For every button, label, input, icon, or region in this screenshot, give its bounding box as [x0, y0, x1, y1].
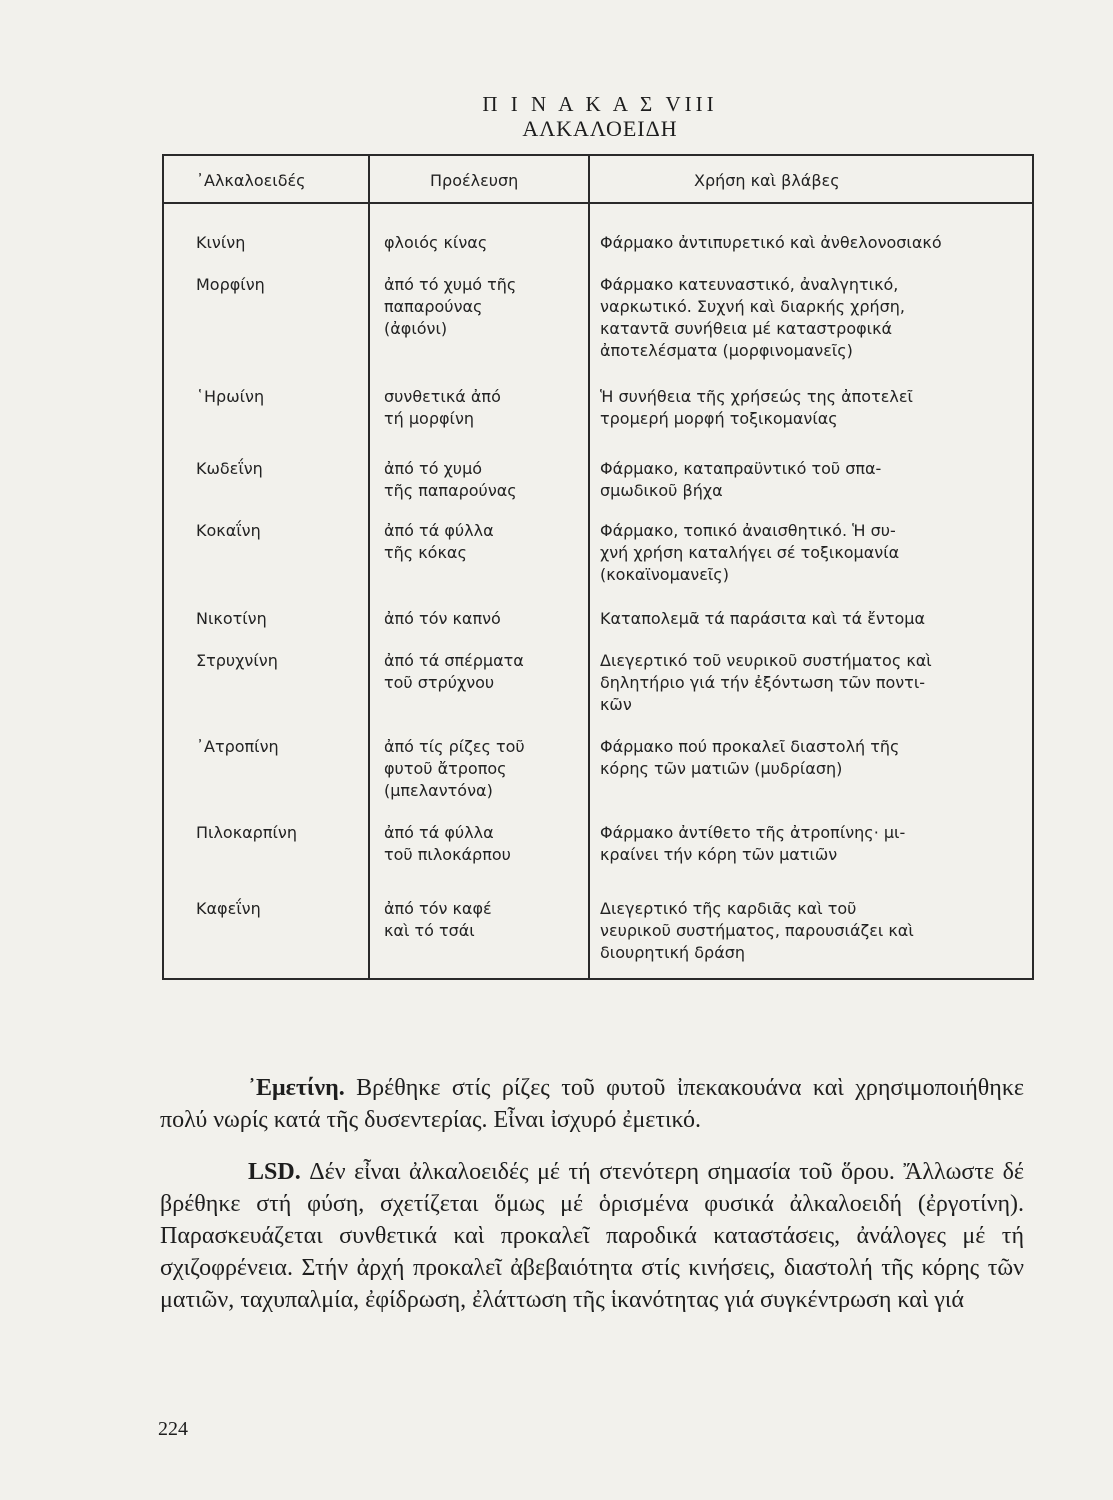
alkaloid-name: Νικοτίνη [196, 609, 267, 628]
use-line: Διεγερτικό τῆς καρδιᾶς καὶ τοῦ [600, 899, 857, 918]
paragraph-emetine [160, 1072, 1024, 1136]
column-divider [368, 156, 370, 978]
use-line: χνή χρήση καταλήγει σέ τοξικομανία [600, 543, 900, 562]
alkaloid-name: Κωδεΐνη [196, 459, 263, 478]
source-line: ἀπό τό χυμό [384, 459, 483, 478]
page-number: 224 [158, 1418, 188, 1440]
source-line: συνθετικά ἀπό [384, 387, 501, 406]
alkaloid-use [600, 274, 905, 362]
use-line: Φάρμακο, τοπικό ἀναισθητικό. Ἡ συ- [600, 521, 896, 540]
alkaloid-source [384, 232, 487, 254]
source-line: ἀπό τά φύλλα [384, 823, 494, 842]
paragraph-lead: ᾿Εμετίνη. [248, 1075, 345, 1101]
use-line: Ἡ συνήθεια τῆς χρήσεώς της ἀποτελεῖ [600, 387, 913, 406]
alkaloid-source [384, 650, 524, 694]
alkaloid-name: Στρυχνίνη [196, 651, 278, 670]
paragraph-lead: LSD. [248, 1159, 301, 1185]
alkaloid-source [384, 458, 517, 502]
alkaloid-name: Κοκαΐνη [196, 521, 261, 540]
use-line: διουρητική δράση [600, 943, 746, 962]
source-line: ἀπό τά σπέρματα [384, 651, 524, 670]
alkaloid-use [600, 386, 913, 430]
source-line: τῆς παπαρούνας [384, 481, 517, 500]
use-line: Διεγερτικό τοῦ νευρικοῦ συστήματος καὶ [600, 651, 932, 670]
use-line: Φάρμακο ἀντιπυρετικό καὶ ἀνθελονοσιακό [600, 233, 942, 252]
alkaloid-name: ᾿Ατροπίνη [196, 737, 279, 756]
use-line: καταντᾶ συνήθεια μέ καταστροφικά [600, 319, 893, 338]
source-line: τῆς κόκας [384, 543, 467, 562]
alkaloid-name: ῾Ηρωίνη [196, 387, 265, 406]
header-use: Χρήση καὶ βλάβες [694, 171, 840, 190]
alkaloid-source [384, 520, 494, 564]
header-divider [164, 202, 1032, 204]
source-line: τοῦ πιλοκάρπου [384, 845, 511, 864]
source-line: ἀπό τό χυμό τῆς [384, 275, 517, 294]
column-divider [588, 156, 590, 978]
source-line: ἀπό τίς ρίζες τοῦ [384, 737, 525, 756]
use-line: Φάρμακο ἀντίθετο τῆς ἀτροπίνης· μι- [600, 823, 906, 842]
source-line: (ἀφιόνι) [384, 319, 448, 338]
source-line: φλοιός κίνας [384, 233, 488, 252]
alkaloid-use [600, 608, 925, 630]
alkaloid-source [384, 608, 501, 630]
paragraph-lsd [160, 1156, 1024, 1316]
use-line: τρομερή μορφή τοξικομανίας [600, 409, 838, 428]
header-source: Προέλευση [430, 171, 519, 190]
table-title: ΑΛΚΑΛΟΕΙΔΗ [522, 116, 678, 141]
use-line: Φάρμακο κατευναστικό, ἀναλγητικό, [600, 275, 899, 294]
alkaloid-name: Μορφίνη [196, 275, 265, 294]
alkaloid-source [384, 274, 516, 340]
use-line: κῶν [600, 695, 632, 714]
use-line: Καταπολεμᾶ τά παράσιτα καὶ τά ἔντομα [600, 609, 926, 628]
paragraph-text: Βρέθηκε στίς ρίζες τοῦ φυτοῦ ἰπεκακουάνα καὶ χρησιμοποιήθηκε πολύ νωρίς κατά τῆς δυσεντερίας. Εἶναι ἰσχυρό ἐμετικό. [160, 1075, 1024, 1133]
alkaloid-source [384, 386, 501, 430]
use-line: ναρκωτικό. Συχνή καὶ διαρκής χρήση, [600, 297, 906, 316]
alkaloid-use [600, 822, 905, 866]
use-line: Φάρμακο πού προκαλεῖ διαστολή τῆς [600, 737, 900, 756]
source-line: καὶ τό τσάι [384, 921, 475, 940]
source-line: ἀπό τόν καπνό [384, 609, 501, 628]
source-line: ἀπό τά φύλλα [384, 521, 494, 540]
source-line: τοῦ στρύχνου [384, 673, 495, 692]
alkaloid-source [384, 822, 511, 866]
use-line: σμωδικοῦ βήχα [600, 481, 723, 500]
alkaloid-use [600, 736, 899, 780]
alkaloid-source [384, 898, 492, 942]
alkaloid-use [600, 520, 899, 586]
alkaloid-use [600, 898, 914, 964]
alkaloid-use [600, 232, 942, 254]
table-caption: Π Ι Ν Α Κ Α Σ VIII [482, 92, 718, 116]
source-line: παπαρούνας [384, 297, 483, 316]
alkaloid-name: Κινίνη [196, 233, 246, 252]
use-line: νευρικοῦ συστήματος, παρουσιάζει καὶ [600, 921, 914, 940]
paragraph-text: Δέν εἶναι ἀλκαλοειδές μέ τή στενότερη σημασία τοῦ ὅρου. Ἄλλωστε δέ βρέθηκε στή φύση, σχετίζεται ὅμως μέ ὁρισμένα φυσικά ἀλκαλοειδή (ἐργοτίνη). Παρασκευάζεται συνθετικά καὶ προκαλεῖ παροδικά καταστάσεις, ἀνάλογες μέ τή σχιζοφρένεια. Στήν ἀρχή προκαλεῖ ἀβεβαιότητα στίς κινήσεις, διαστολή τῆς κόρης τῶν ματιῶν, ταχυπαλμία, ἐφίδρωση, ἐλάττωση τῆς ἱκανότητας γιά συγκέντρωση καὶ γιά [160, 1159, 1024, 1313]
use-line: Φάρμακο, καταπραϋντικό τοῦ σπα- [600, 459, 882, 478]
source-line: ἀπό τόν καφέ [384, 899, 492, 918]
use-line: δηλητήριο γιά τήν ἐξόντωση τῶν ποντι- [600, 673, 925, 692]
header-alkaloid: ᾿Αλκαλοειδές [196, 171, 306, 190]
alkaloid-use [600, 650, 932, 716]
source-line: (μπελαντόνα) [384, 781, 493, 800]
use-line: ἀποτελέσματα (μορφινομανεῖς) [600, 341, 853, 360]
alkaloid-name: Πιλοκαρπίνη [196, 823, 297, 842]
source-line: τή μορφίνη [384, 409, 475, 428]
use-line: (κοκαϊνομανεῖς) [600, 565, 729, 584]
use-line: κόρης τῶν ματιῶν (μυδρίαση) [600, 759, 843, 778]
alkaloid-use [600, 458, 881, 502]
alkaloid-name: Καφεΐνη [196, 899, 261, 918]
alkaloids-table [162, 154, 1034, 980]
source-line: φυτοῦ ἄτροπος [384, 759, 507, 778]
alkaloid-source [384, 736, 525, 802]
use-line: κραίνει τήν κόρη τῶν ματιῶν [600, 845, 838, 864]
